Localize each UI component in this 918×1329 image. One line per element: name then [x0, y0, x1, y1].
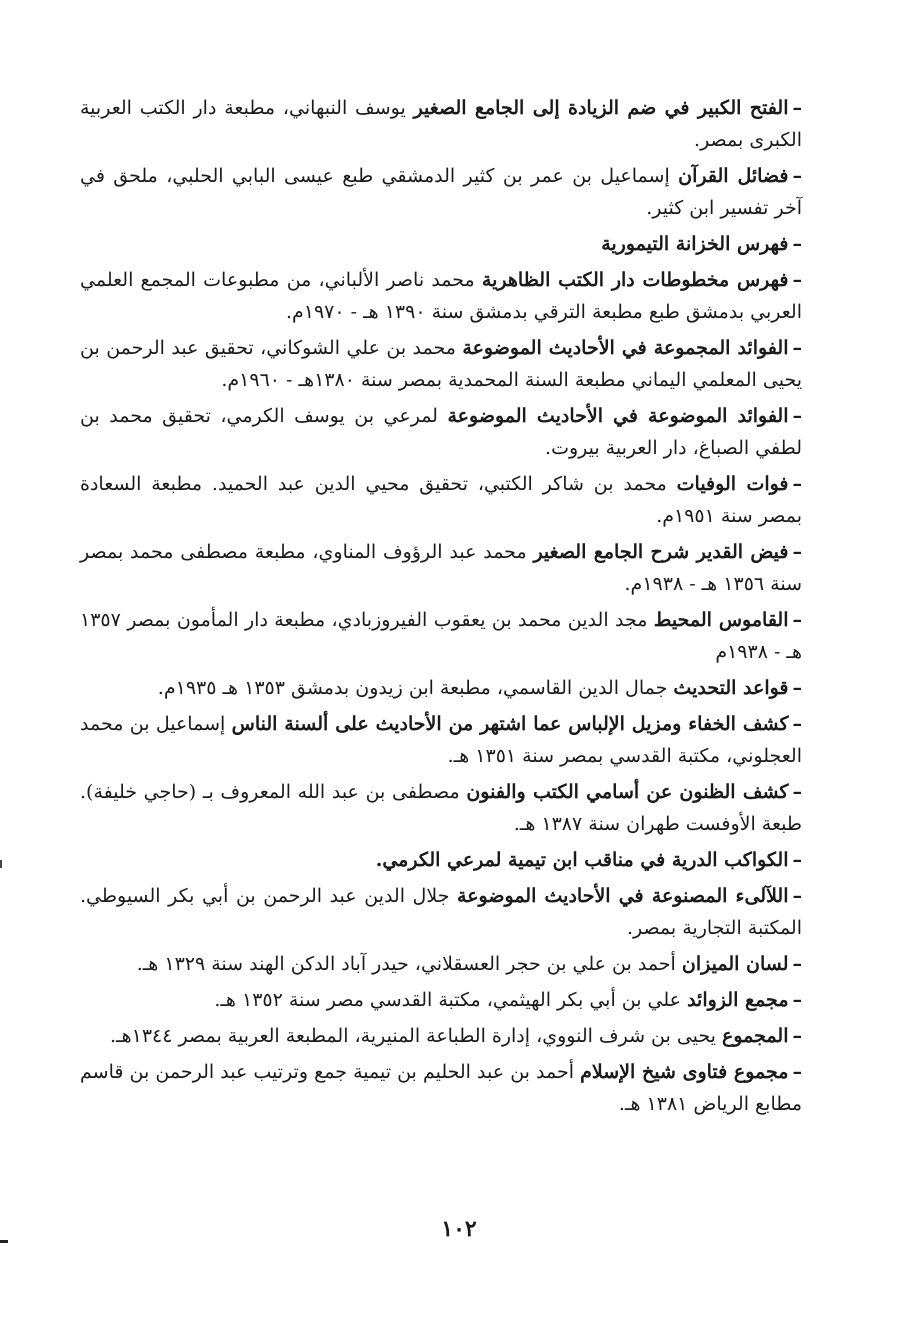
entry-title: القاموس المحيط: [653, 609, 789, 631]
bibliography-entry: [80, 708, 802, 772]
bibliography-page: [80, 92, 802, 1124]
bibliography-entry: [80, 468, 802, 532]
entry-details: علي بن أبي بكر الهيثمي، مكتبة القدسي مصر سنة ١٣٥٢ هـ.: [214, 989, 682, 1011]
entry-details: لمرعي بن يوسف الكرمي، تحقيق محمد بن لطفي الصباغ، دار العربية بيروت.: [80, 405, 802, 459]
entry-details: إسماعيل بن محمد العجلوني، مكتبة القدسي بمصر سنة ١٣٥١ هـ.: [80, 713, 802, 767]
entry-details: مصطفى بن عبد الله المعروف بـ (حاجي خليفة). طبعة الأوفست طهران سنة ١٣٨٧ هـ.: [80, 781, 802, 835]
entry-details: يوسف النبهاني، مطبعة دار الكتب العربية الكبرى بمصر.: [80, 97, 802, 151]
bibliography-entry: [80, 264, 802, 328]
bibliography-entry: [80, 1020, 802, 1052]
entry-dash: –: [792, 953, 802, 975]
entry-title: كشف الظنون عن أسامي الكتب والفنون: [466, 781, 789, 803]
bibliography-entry: [80, 1056, 802, 1120]
entry-title: لسان الميزان: [681, 953, 789, 975]
entry-dash: –: [792, 677, 802, 699]
page-number: ١٠٢: [441, 1216, 477, 1242]
entry-dash: –: [792, 233, 802, 255]
entry-title: قواعد التحديث: [673, 677, 789, 699]
entry-details: أحمد بن علي بن حجر العسقلاني، حيدر آباد الدكن الهند سنة ١٣٢٩ هـ.: [136, 953, 676, 975]
bibliography-entry: [80, 160, 802, 224]
entry-dash: –: [792, 713, 802, 735]
entry-details: محمد عبد الرؤوف المناوي، مطبعة مصطفى محمد بمصر سنة ١٣٥٦ هـ - ١٩٣٨م.: [80, 541, 802, 595]
entry-dash: –: [792, 989, 802, 1011]
entry-details: مجد الدين محمد بن يعقوب الفيروزبادي، مطبعة دار المأمون بمصر ١٣٥٧ هـ - ١٩٣٨م: [80, 609, 802, 663]
entry-dash: –: [792, 541, 802, 563]
entry-dash: –: [792, 269, 802, 291]
entry-title: مجموع فتاوى شيخ الإسلام: [580, 1061, 789, 1083]
entry-title: المجموع: [722, 1025, 789, 1047]
entry-title: الفتح الكبير في ضم الزيادة إلى الجامع الصغير: [413, 97, 789, 119]
entry-dash: –: [792, 609, 802, 631]
bibliography-entry: [80, 880, 802, 944]
scan-edge-mark: [0, 1240, 8, 1243]
bibliography-entry: [80, 92, 802, 156]
entry-dash: –: [792, 165, 802, 187]
entry-details: محمد بن علي الشوكاني، تحقيق عبد الرحمن بن يحيى المعلمي اليماني مطبعة السنة المحمدية بمصر سنة ١٣٨٠هـ - ١٩٦٠م.: [80, 337, 802, 391]
entry-dash: –: [792, 849, 802, 871]
entry-details: جمال الدين القاسمي، مطبعة ابن زيدون بدمشق ١٣٥٣ هـ ١٩٣٥م.: [157, 677, 668, 699]
entry-dash: –: [792, 97, 802, 119]
bibliography-entry: [80, 844, 802, 876]
entry-dash: –: [792, 1061, 802, 1083]
bibliography-entry: [80, 536, 802, 600]
entry-title: كشف الخفاء ومزيل الإلباس عما اشتهر من الأحاديث على ألسنة الناس: [231, 713, 789, 735]
entry-dash: –: [792, 337, 802, 359]
entry-dash: –: [792, 781, 802, 803]
entry-details: أحمد بن عبد الحليم بن تيمية جمع وترتيب عبد الرحمن بن قاسم مطابع الرياض ١٣٨١ هـ.: [80, 1061, 802, 1115]
entry-dash: –: [792, 473, 803, 495]
entry-title: اللآلىء المصنوعة في الأحاديث الموضوعة: [457, 885, 789, 907]
entry-details: جلال الدين عبد الرحمن بن أبي بكر السيوطي. المكتبة التجارية بمصر.: [80, 885, 802, 939]
entry-title: الفوائد الموضوعة في الأحاديث الموضوعة: [447, 405, 789, 427]
entry-title: مجمع الزوائد: [687, 989, 789, 1011]
entry-details: محمد بن شاكر الكتبي، تحقيق محيي الدين عبد الحميد. مطبعة السعادة بمصر سنة ١٩٥١م.: [80, 473, 802, 527]
scan-edge-dot: [0, 860, 2, 868]
entry-details: يحيى بن شرف النووي، إدارة الطباعة المنيرية، المطبعة العربية بمصر ١٣٤٤هـ.: [110, 1025, 716, 1047]
entry-title: فضائل القرآن: [678, 165, 789, 187]
bibliography-entry: [80, 604, 802, 668]
entry-dash: –: [792, 885, 802, 907]
entry-details: إسماعيل بن عمر بن كثير الدمشقي طبع عيسى البابي الحلبي، ملحق في آخر تفسير ابن كثير.: [80, 165, 802, 219]
entry-dash: –: [792, 405, 802, 427]
bibliography-entry: [80, 948, 802, 980]
entry-title: فوات الوفيات: [676, 473, 789, 495]
bibliography-entry: [80, 776, 802, 840]
entry-title: الكواكب الدرية في مناقب ابن تيمية لمرعي الكرمي.: [375, 849, 789, 871]
bibliography-entry: [80, 332, 802, 396]
entry-details: محمد ناصر الألباني، من مطبوعات المجمع العلمي العربي بدمشق طبع مطبعة الترقي بدمشق سنة ١٣٩٠ هـ - ١٩٧٠م.: [80, 269, 802, 323]
entry-dash: –: [792, 1025, 802, 1047]
bibliography-entry: [80, 400, 802, 464]
entry-title: الفوائد المجموعة في الأحاديث الموضوعة: [462, 337, 789, 359]
entry-title: فهرس الخزانة التيمورية: [601, 233, 789, 255]
bibliography-entry: [80, 228, 802, 260]
bibliography-entry: [80, 672, 802, 704]
bibliography-entry: [80, 984, 802, 1016]
entry-title: فيض القدير شرح الجامع الصغير: [533, 541, 789, 563]
entry-title: فهرس مخطوطات دار الكتب الظاهرية: [481, 269, 789, 291]
